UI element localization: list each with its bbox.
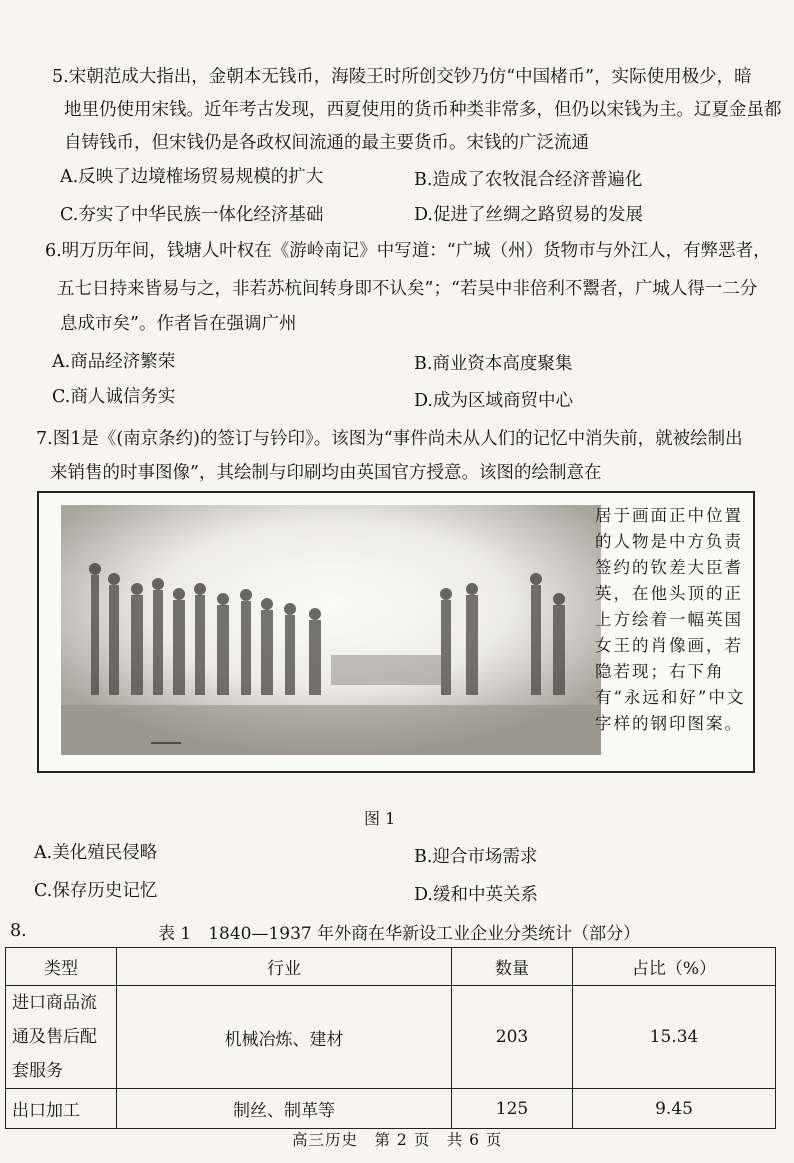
table-header: 类型 [6, 948, 117, 986]
table-cell: 出口加工 [6, 1089, 117, 1129]
table-header: 数量 [452, 948, 573, 986]
q5-option-b: B.造成了农牧混合经济普遍化 [414, 170, 643, 190]
table-cell: 15.34 [573, 986, 776, 1089]
q5-line-2: 地里仍使用宋钱。近年考古发现，西夏使用的货币种类非常多，但仍以宋钱为主。辽夏金虽都 [64, 100, 782, 120]
q8-table-title: 表 1 1840—1937 年外商在华新设工业企业分类统计（部分） [158, 924, 641, 944]
table-cell: 机械冶炼、建材 [117, 986, 452, 1089]
q5-line-3: 自铸钱币，但宋钱仍是各政权间流通的最主要货币。宋钱的广泛流通 [64, 133, 589, 153]
table-cell: 9.45 [573, 1089, 776, 1129]
q8-number: 8. [10, 921, 27, 941]
q5-option-a: A.反映了边境榷场贸易规模的扩大 [60, 167, 324, 187]
q5-option-d: D.促进了丝绸之路贸易的发展 [414, 205, 643, 225]
q7-line-1: 7.图1是《(南京条约)的签订与钤印》。该图为“事件尚未从人们的记忆中消失前，就被绘制出 [36, 429, 743, 449]
table-cell: 125 [452, 1089, 573, 1129]
table-cell: 制丝、制革等 [117, 1089, 452, 1129]
q6-line-1: 6.明万历年间，钱塘人叶权在《游岭南记》中写道：“广城（州）货物市与外江人，有弊恶者， [45, 241, 771, 261]
table-row [6, 1089, 776, 1129]
q7-line-2: 来销售的时事图像”，其绘制与印刷均由英国官方授意。该图的绘制意在 [50, 463, 602, 483]
q6-option-b: B.商业资本高度聚集 [414, 354, 573, 374]
q6-option-c: C.商人诚信务实 [52, 387, 176, 407]
table-row [6, 986, 776, 1089]
q7-option-a: A.美化殖民侵略 [34, 843, 158, 863]
foreign-enterprise-table [5, 947, 776, 1129]
figure-1-frame [37, 491, 755, 773]
q6-option-d: D.成为区域商贸中心 [414, 391, 573, 411]
table-cell: 进口商品流通及售后配套服务 [6, 986, 117, 1089]
q7-option-c: C.保存历史记忆 [34, 881, 158, 901]
q6-line-2: 五七日持来皆易与之，非若苏杭间转身即不认矣”；“若吴中非倍利不鬻者，广城人得一二分 [57, 279, 758, 299]
q5-option-c: C.夯实了中华民族一体化经济基础 [60, 205, 324, 225]
figure-1-label: 图 1 [364, 809, 396, 828]
table-header: 占比（%） [573, 948, 776, 986]
q6-line-3: 息成市矣”。作者旨在强调广州 [60, 314, 297, 334]
q7-option-b: B.迎合市场需求 [414, 847, 538, 867]
page-footer: 高三历史 第 2 页 共 6 页 [292, 1131, 503, 1149]
table-header: 行业 [117, 948, 452, 986]
figure-1-caption: 居于画面正中位置的人物是中方负责签约的钦差大臣耆英，在他头顶的正上方绘着一幅英国女王的肖像画，若隐若现；右下角有“永远和好”中文字样的钢印图案。 [595, 506, 746, 733]
q5-line-1: 5.宋朝范成大指出，金朝本无钱币，海陵王时所创交钞乃仿“中国楮币”，实际使用极少，暗 [52, 67, 752, 87]
table-header-row [6, 948, 776, 986]
q6-option-a: A.商品经济繁荣 [52, 352, 176, 372]
treaty-signing-illustration [61, 505, 601, 755]
q7-option-d: D.缓和中英关系 [414, 885, 538, 905]
table-cell: 203 [452, 986, 573, 1089]
